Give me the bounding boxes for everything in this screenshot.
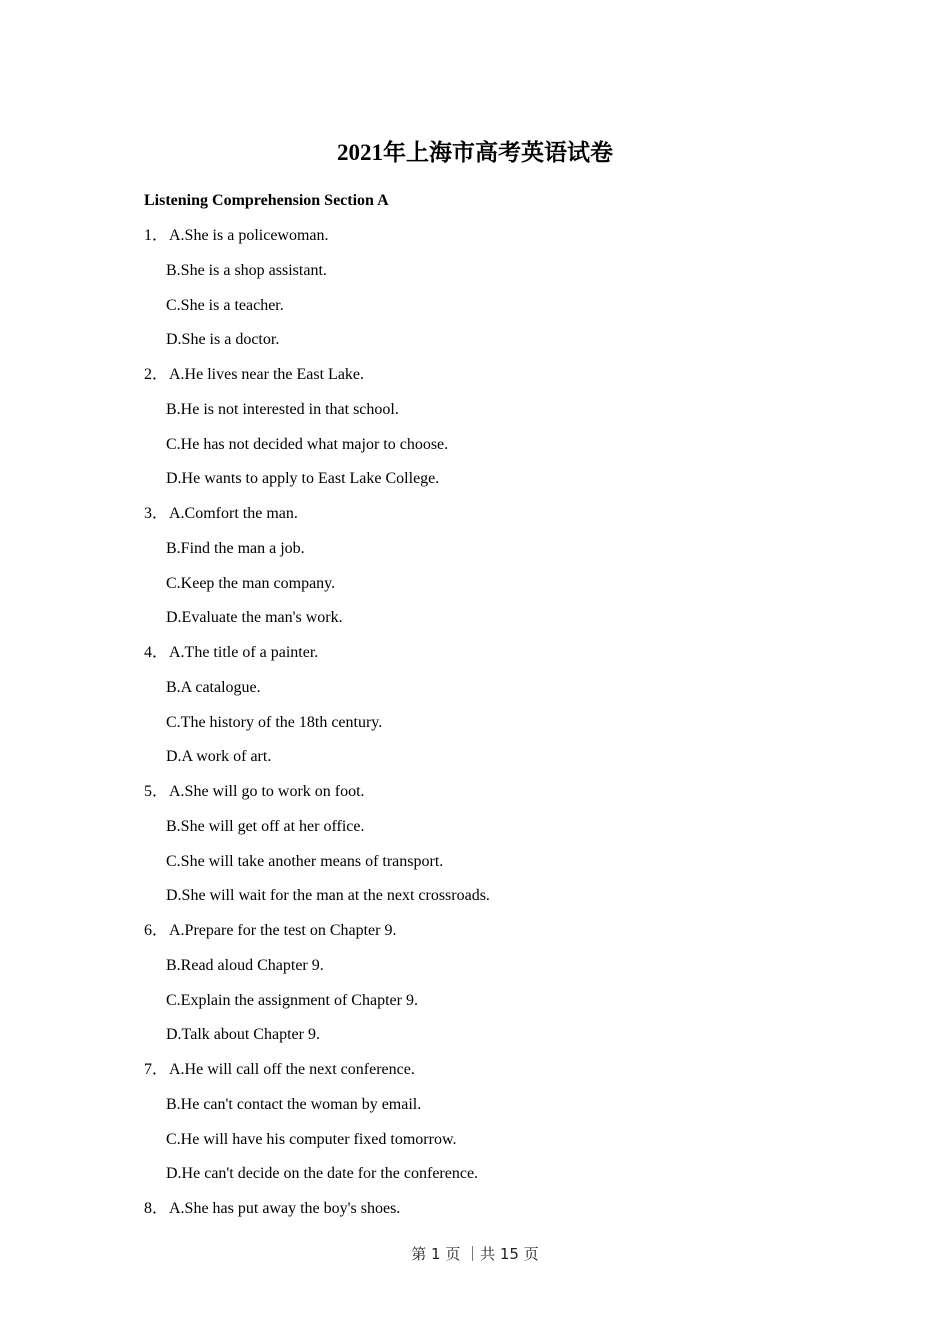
option-text: D.Talk about Chapter 9. bbox=[166, 1026, 320, 1044]
document-title: 2021年上海市高考英语试卷 bbox=[337, 140, 613, 165]
answer-option bbox=[144, 815, 844, 850]
question-number: 2． bbox=[144, 366, 169, 383]
question-item bbox=[144, 780, 844, 815]
option-text: A.She is a policewoman. bbox=[169, 227, 329, 244]
answer-option bbox=[144, 884, 844, 919]
answer-option bbox=[144, 572, 844, 607]
question-number: 7． bbox=[144, 1061, 169, 1078]
option-text: B.Read aloud Chapter 9. bbox=[166, 956, 324, 974]
option-text: D.A work of art. bbox=[166, 748, 272, 766]
option-text: C.The history of the 18th century. bbox=[166, 713, 383, 731]
question-number: 6． bbox=[144, 922, 169, 939]
answer-option bbox=[144, 1128, 844, 1163]
question-number: 1． bbox=[144, 227, 169, 244]
section-heading: Listening Comprehension Section A bbox=[144, 192, 389, 209]
option-text: A.The title of a painter. bbox=[169, 644, 319, 661]
answer-option bbox=[144, 467, 844, 502]
option-text: C.Keep the man company. bbox=[166, 574, 336, 592]
answer-option bbox=[144, 1023, 844, 1058]
answer-option bbox=[144, 745, 844, 780]
answer-option bbox=[144, 398, 844, 433]
question-item bbox=[144, 363, 844, 398]
option-text: C.She is a teacher. bbox=[166, 296, 284, 314]
option-text: D.Evaluate the man's work. bbox=[166, 609, 343, 627]
question-item bbox=[144, 224, 844, 259]
option-text: C.Explain the assignment of Chapter 9. bbox=[166, 991, 418, 1009]
option-text: A.Comfort the man. bbox=[169, 505, 298, 522]
answer-option bbox=[144, 537, 844, 572]
option-text: B.She will get off at her office. bbox=[166, 817, 365, 835]
answer-option bbox=[144, 1093, 844, 1128]
question-item bbox=[144, 641, 844, 676]
question-number: 8． bbox=[144, 1200, 169, 1217]
option-text: B.He is not interested in that school. bbox=[166, 400, 399, 418]
answer-option bbox=[144, 606, 844, 641]
answer-option bbox=[144, 1162, 844, 1197]
answer-option bbox=[144, 850, 844, 885]
question-item bbox=[144, 919, 844, 954]
answer-option bbox=[144, 676, 844, 711]
option-text: A.She will go to work on foot. bbox=[169, 783, 365, 800]
option-text: C.He will have his computer fixed tomorrow. bbox=[166, 1130, 457, 1148]
page-footer: 第 1 页 ｜共 15 页 bbox=[411, 1245, 539, 1263]
option-text: D.He wants to apply to East Lake College. bbox=[166, 470, 440, 488]
option-text: A.Prepare for the test on Chapter 9. bbox=[169, 922, 397, 939]
answer-option bbox=[144, 259, 844, 294]
option-text: A.He will call off the next conference. bbox=[169, 1061, 415, 1078]
option-text: B.A catalogue. bbox=[166, 678, 261, 696]
question-number: 3． bbox=[144, 505, 169, 522]
answer-option bbox=[144, 433, 844, 468]
question-list bbox=[144, 224, 844, 1232]
option-text: C.He has not decided what major to choose. bbox=[166, 435, 449, 453]
option-text: A.He lives near the East Lake. bbox=[169, 366, 365, 383]
answer-option bbox=[144, 328, 844, 363]
answer-option bbox=[144, 989, 844, 1024]
option-text: C.She will take another means of transport. bbox=[166, 852, 444, 870]
option-text: B.Find the man a job. bbox=[166, 539, 305, 557]
answer-option bbox=[144, 294, 844, 329]
question-number: 5． bbox=[144, 783, 169, 800]
answer-option bbox=[144, 954, 844, 989]
option-text: B.He can't contact the woman by email. bbox=[166, 1095, 422, 1113]
option-text: D.She will wait for the man at the next crossroads. bbox=[166, 887, 490, 905]
option-text: B.She is a shop assistant. bbox=[166, 261, 327, 279]
option-text: A.She has put away the boy's shoes. bbox=[169, 1200, 401, 1217]
question-item bbox=[144, 1197, 844, 1232]
option-text: D.He can't decide on the date for the conference. bbox=[166, 1165, 479, 1183]
answer-option bbox=[144, 711, 844, 746]
question-item bbox=[144, 502, 844, 537]
option-text: D.She is a doctor. bbox=[166, 331, 280, 349]
question-item bbox=[144, 1058, 844, 1093]
question-number: 4． bbox=[144, 644, 169, 661]
